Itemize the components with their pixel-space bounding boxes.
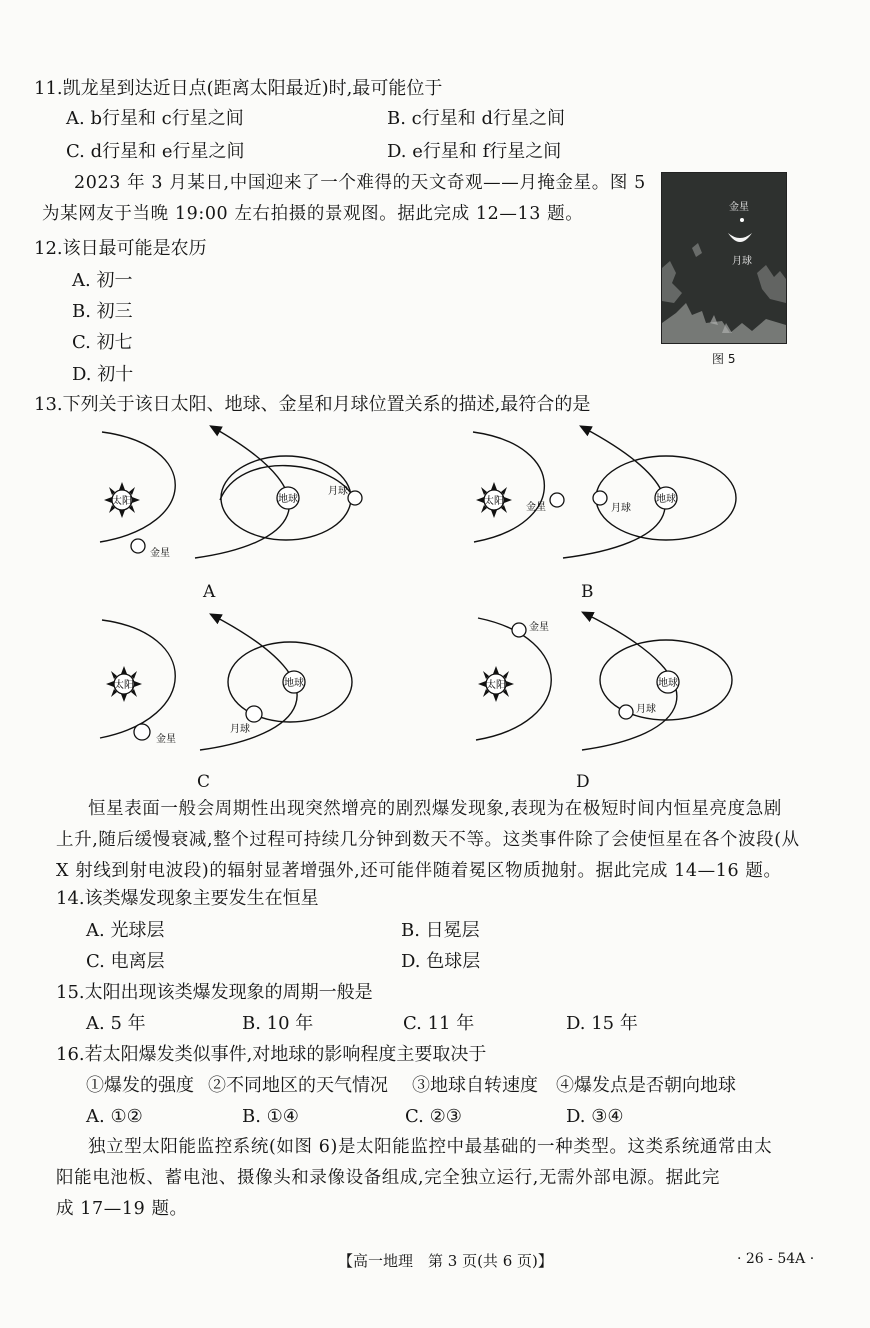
- diagram-c-label: C: [197, 772, 211, 792]
- sun-label: 太阳: [112, 496, 132, 507]
- figure-5-caption: 图 5: [712, 352, 736, 366]
- moon-icon: [619, 705, 633, 719]
- venus-dot: [740, 218, 744, 222]
- question-11-option-d: D. e行星和 f行星之间: [387, 141, 562, 162]
- intro-14-line-1: 恒星表面一般会周期性出现突然增亮的剧烈爆发现象,表现为在极短时间内恒星亮度急剧: [88, 799, 782, 819]
- question-16-stem: 16.若太阳爆发类似事件,对地球的影响程度主要取决于: [56, 1044, 487, 1065]
- venus-icon: [512, 623, 526, 637]
- question-12-option-a: A. 初一: [72, 270, 133, 291]
- moon-label: 月球: [230, 724, 250, 735]
- question-16-item-1: ①爆发的强度: [86, 1075, 194, 1096]
- page-footer-title: 【高一地理 第 3 页(共 6 页)】: [338, 1252, 553, 1270]
- question-15-option-d: D. 15 年: [566, 1013, 638, 1034]
- venus-label: 金星: [156, 734, 176, 745]
- venus-label: 金星: [150, 548, 170, 559]
- question-16-option-b: B. ①④: [242, 1106, 299, 1127]
- question-11-option-c: C. d行星和 e行星之间: [66, 141, 245, 162]
- question-11-stem: 11.凯龙星到达近日点(距离太阳最近)时,最可能位于: [34, 78, 443, 99]
- question-14-option-a: A. 光球层: [86, 920, 165, 941]
- intro-14-line-3: X 射线到射电波段)的辐射显著增强外,还可能伴随着冕区物质抛射。据此完成 14—16 题。: [56, 861, 782, 881]
- photo-venus-label: 金星: [729, 202, 749, 213]
- question-12-stem: 12.该日最可能是农历: [34, 238, 207, 259]
- sun-icon: [478, 666, 514, 702]
- question-12-option-c: C. 初七: [72, 332, 133, 353]
- moon-icon: [246, 706, 262, 722]
- moon-label: 月球: [611, 503, 631, 514]
- sun-label: 太阳: [486, 680, 506, 691]
- figure-5-photo: [661, 172, 787, 344]
- intro-12-line-1: 2023 年 3 月某日,中国迎来了一个难得的天文奇观——月掩金星。图 5: [74, 173, 646, 193]
- night-sky-scene: [662, 173, 786, 343]
- question-15-option-b: B. 10 年: [242, 1013, 314, 1034]
- sun-label: 太阳: [484, 496, 504, 507]
- intro-17-line-2: 阳能电池板、蓄电池、摄像头和录像设备组成,完全独立运行,无需外部电源。据此完: [56, 1168, 720, 1188]
- moon-icon: [593, 491, 607, 505]
- question-14-stem: 14.该类爆发现象主要发生在恒星: [56, 888, 319, 909]
- diagram-b-label: B: [581, 582, 594, 602]
- diagram-c: [90, 608, 380, 768]
- diagram-d-label: D: [576, 772, 590, 792]
- question-16-item-3: ③地球自转速度: [412, 1075, 538, 1096]
- diagram-a-label: A: [203, 582, 216, 602]
- diagram-b: [468, 420, 758, 580]
- question-16-item-4: ④爆发点是否朝向地球: [556, 1075, 736, 1096]
- moon-label: 月球: [328, 486, 348, 497]
- moon-label: 月球: [636, 704, 656, 715]
- question-16-option-c: C. ②③: [405, 1106, 462, 1127]
- earth-label: 地球: [656, 494, 676, 505]
- question-12-option-d: D. 初十: [72, 364, 134, 385]
- sun-icon: [106, 666, 142, 702]
- venus-icon: [134, 724, 150, 740]
- question-12-option-b: B. 初三: [72, 301, 133, 322]
- diagram-d: [468, 608, 758, 768]
- question-14-option-c: C. 电离层: [86, 951, 165, 972]
- sun-icon: [476, 482, 512, 518]
- question-11-option-b: B. c行星和 d行星之间: [387, 108, 565, 129]
- earth-label: 地球: [284, 678, 304, 689]
- question-11-option-a: A. b行星和 c行星之间: [66, 108, 244, 129]
- intro-12-line-2: 为某网友于当晚 19:00 左右拍摄的景观图。据此完成 12—13 题。: [42, 204, 584, 224]
- venus-label: 金星: [526, 502, 546, 513]
- question-15-option-c: C. 11 年: [403, 1013, 475, 1034]
- sun-label: 太阳: [114, 680, 134, 691]
- moon-icon: [348, 491, 362, 505]
- venus-icon: [131, 539, 145, 553]
- photo-moon-label: 月球: [732, 256, 752, 267]
- venus-icon: [550, 493, 564, 507]
- question-16-item-2: ②不同地区的天气情况: [208, 1075, 388, 1096]
- earth-label: 地球: [658, 678, 678, 689]
- diagram-a: [90, 420, 380, 580]
- question-15-option-a: A. 5 年: [86, 1013, 146, 1034]
- question-16-option-d: D. ③④: [566, 1106, 624, 1127]
- question-14-option-b: B. 日冕层: [401, 920, 480, 941]
- question-14-option-d: D. 色球层: [401, 951, 481, 972]
- page-footer-code: · 26 - 54A ·: [737, 1251, 815, 1267]
- question-15-stem: 15.太阳出现该类爆发现象的周期一般是: [56, 982, 373, 1003]
- sun-icon: [104, 482, 140, 518]
- intro-17-line-3: 成 17—19 题。: [56, 1199, 188, 1219]
- question-16-option-a: A. ①②: [86, 1106, 143, 1127]
- intro-14-line-2: 上升,随后缓慢衰减,整个过程可持续几分钟到数天不等。这类事件除了会使恒星在各个波段(从: [56, 830, 800, 850]
- earth-label: 地球: [278, 494, 298, 505]
- question-13-stem: 13.下列关于该日太阳、地球、金星和月球位置关系的描述,最符合的是: [34, 394, 591, 415]
- venus-label: 金星: [529, 622, 549, 633]
- intro-17-line-1: 独立型太阳能监控系统(如图 6)是太阳能监控中最基础的一种类型。这类系统通常由太: [88, 1137, 773, 1157]
